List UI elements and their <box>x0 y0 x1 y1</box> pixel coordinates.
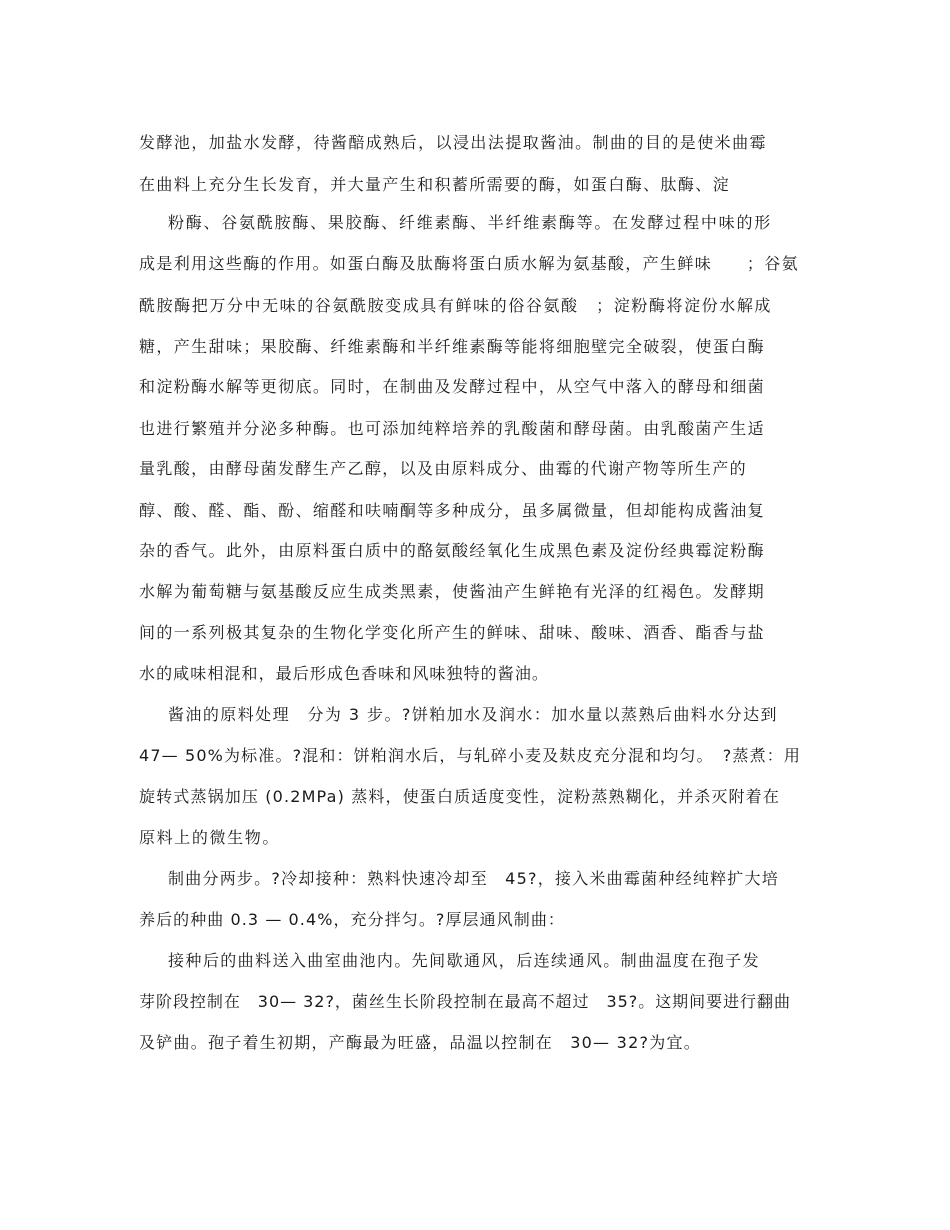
text-line: 接种后的曲料送入曲室曲池内。先间歇通风，后连续通风。制曲温度在孢子发 <box>168 951 760 970</box>
text-line: 量乳酸，由酵母菌发酵生产乙醇，以及由原料成分、曲霉的代谢产物等所生产的 <box>139 459 747 478</box>
text-line: 养后的种曲 0.3 — 0.4%，充分拌匀。?厚层通风制曲： <box>139 910 565 929</box>
text-line: 及铲曲。孢子着生初期，产酶最为旺盛，品温以控制在 30— 32?为宜。 <box>139 1033 701 1052</box>
text-line: 制曲分两步。?冷却接种：熟料快速冷却至 45?，接入米曲霉菌种经纯粹扩大培 <box>168 869 780 888</box>
text-line: 旋转式蒸锅加压 (0.2MPa) 蒸料，使蛋白质适度变性，淀粉蒸熟糊化，并杀灭附着在 <box>139 787 780 806</box>
text-line: 发酵池，加盐水发酵，待酱醅成熟后，以浸出法提取酱油。制曲的目的是使米曲霉 <box>139 133 767 152</box>
text-line: 酰胺酶把万分中无味的谷氨酰胺变成具有鲜味的俗谷氨酸 ；淀粉酶将淀份水解成 <box>139 296 772 315</box>
text-line: 在曲料上充分生长发育，并大量产生和积蓄所需要的酶，如蛋白酶、肽酶、淀 <box>139 175 730 194</box>
text-line: 酱油的原料处理 分为 3 步。?饼粕加水及润水：加水量以蒸熟后曲料水分达到 <box>168 705 778 724</box>
text-line: 水解为葡萄糖与氨基酸反应生成类黑素，使酱油产生鲜艳有光泽的红褐色。发酵期 <box>139 582 765 601</box>
text-line: 醇、酸、醛、酯、酚、缩醛和呋喃酮等多种成分，虽多属微量，但却能构成酱油复 <box>139 501 765 520</box>
text-line: 糖，产生甜味；果胶酶、纤维素酶和半纤维素酶等能将细胞壁完全破裂，使蛋白酶 <box>139 337 765 356</box>
text-line: 水的咸味相混和，最后形成色香味和风味独特的酱油。 <box>139 664 549 683</box>
text-line: 和淀粉酶水解等更彻底。同时，在制曲及发酵过程中，从空气中落入的酵母和细菌 <box>139 377 765 396</box>
text-line: 杂的香气。此外，由原料蛋白质中的酪氨酸经氧化生成黑色素及淀份经典霉淀粉酶 <box>139 541 765 560</box>
text-line: 原料上的微生物。 <box>139 828 280 847</box>
text-line: 成是利用这些酶的作用。如蛋白酶及肽酶将蛋白质水解为氨基酸，产生鲜味 ；谷氨 <box>139 254 799 273</box>
text-line: 也进行繁殖并分泌多种酶。也可添加纯粹培养的乳酸菌和酵母菌。由乳酸菌产生适 <box>139 419 765 438</box>
text-line: 粉酶、谷氨酰胺酶、果胶酶、纤维素酶、半纤维素酶等。在发酵过程中味的形 <box>168 213 772 232</box>
text-line: 间的一系列极其复杂的生物化学变化所产生的鲜味、甜味、酸味、酒香、酯香与盐 <box>139 623 765 642</box>
text-line: 47— 50%为标准。?混和：饼粕润水后，与轧碎小麦及麸皮充分混和均匀。 ?蒸煮：用 <box>139 746 801 765</box>
text-line: 芽阶段控制在 30— 32?，菌丝生长阶段控制在最高不超过 35?。这期间要进行翻曲 <box>139 992 791 1011</box>
